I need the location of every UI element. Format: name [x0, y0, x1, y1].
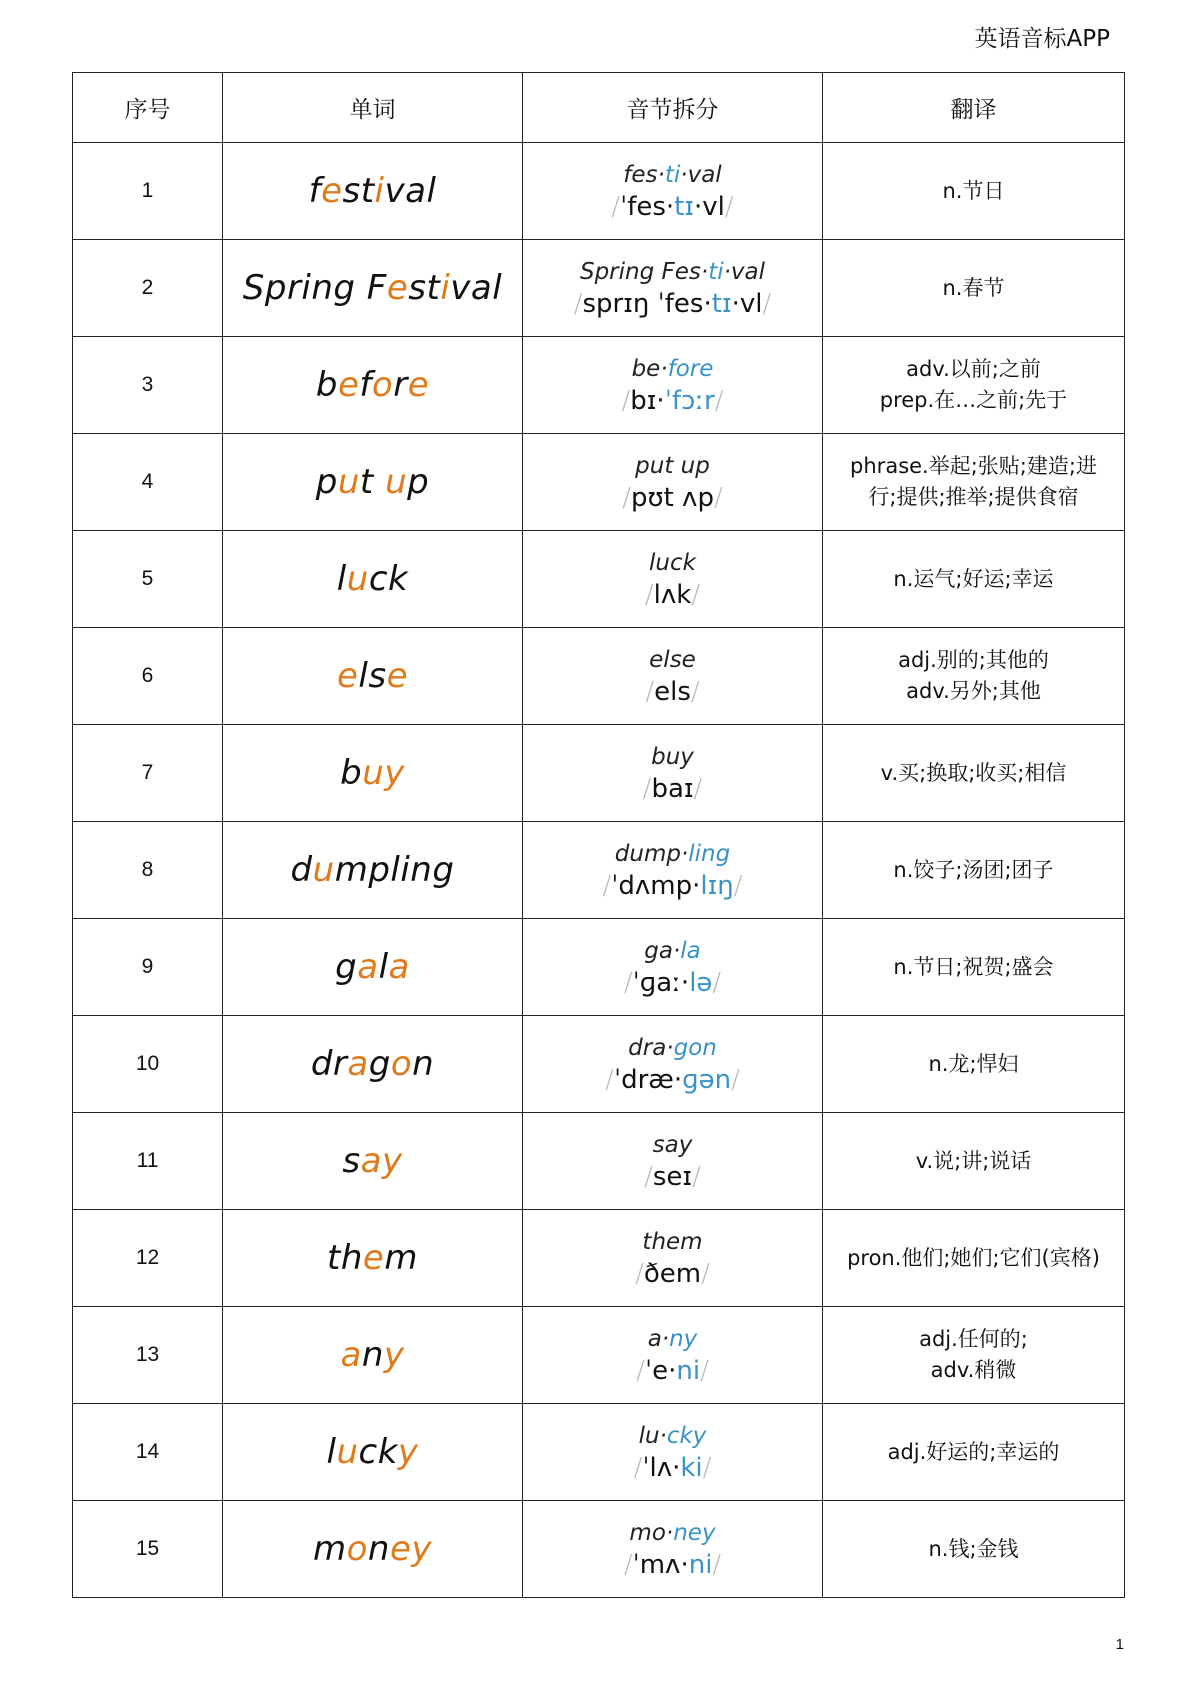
syllable-segment: val	[687, 161, 722, 188]
word-letters: mpling	[334, 850, 455, 890]
header-row	[73, 73, 1125, 143]
syllable-segment: ling	[688, 840, 731, 867]
translation-line: adj.别的;其他的	[898, 648, 1049, 672]
syllable-segment: be	[631, 355, 661, 382]
syllable-cell	[523, 628, 823, 725]
column-header-index: 序号	[73, 73, 223, 143]
row-index: 5	[73, 531, 223, 628]
syllable-cell	[523, 1307, 823, 1404]
phonetic-segment: ˈdʌmp	[611, 870, 693, 901]
translation-line: prep.在…之前;先于	[879, 388, 1068, 412]
word-highlight-letters: e	[362, 1238, 385, 1278]
word-highlight-letters: a	[340, 1335, 362, 1375]
word-letters: g	[368, 1044, 391, 1084]
phonetic-segment: ·	[703, 288, 712, 319]
word-highlight-letters: i	[374, 171, 385, 211]
table-row	[73, 1501, 1125, 1598]
word-highlight-letters: u	[346, 559, 369, 599]
syllable-cell	[523, 143, 823, 240]
word-letters: n	[367, 1529, 390, 1569]
row-index: 14	[73, 1404, 223, 1501]
table-row	[73, 1113, 1125, 1210]
syllable-segment: val	[730, 258, 766, 285]
word-highlight-letters: uy	[362, 753, 405, 793]
word-highlight-letters: y	[397, 1432, 419, 1472]
phonetic-segment: ·	[694, 191, 703, 222]
syllable-split	[523, 1033, 822, 1064]
phonetic-transcription	[523, 288, 822, 320]
translation-cell	[823, 143, 1125, 240]
syllable-cell	[523, 1210, 823, 1307]
word-highlight-letters: u	[312, 850, 335, 890]
syllable-segment: a	[647, 1325, 662, 1352]
phonetic-segment: els	[654, 676, 691, 707]
phonetic-segment: ðem	[643, 1258, 702, 1289]
translation-cell	[823, 337, 1125, 434]
slash-mark: /	[712, 967, 722, 998]
word-highlight-letters: a	[388, 947, 410, 987]
word-highlight-letters: e	[386, 268, 409, 308]
syllable-segment: mo	[629, 1519, 666, 1546]
word-letters: f	[308, 171, 322, 211]
slash-mark: /	[636, 1355, 645, 1386]
phonetic-segment: ˈe	[644, 1355, 669, 1386]
syllable-segment: ·	[659, 1422, 667, 1449]
word-letters: t	[359, 462, 386, 502]
word-letters: n	[412, 1044, 435, 1084]
column-header-syllables: 音节拆分	[523, 73, 823, 143]
slash-mark: /	[605, 1064, 614, 1095]
phonetic-transcription	[523, 1549, 822, 1581]
word-highlight-letters: ey	[389, 1529, 433, 1569]
phonetic-segment: lə	[689, 967, 713, 998]
phonetic-segment: ˈmʌ	[632, 1549, 681, 1580]
word-letters: th	[327, 1238, 363, 1278]
word-letters: val	[450, 268, 503, 308]
syllable-split	[523, 1130, 822, 1161]
syllable-split	[523, 354, 822, 385]
word-highlight-letters: e	[337, 365, 360, 405]
phonetic-segment: bɪ	[630, 385, 657, 416]
syllable-cell	[523, 919, 823, 1016]
syllable-cell	[523, 337, 823, 434]
word-cell	[223, 1501, 523, 1598]
word-letters: l	[326, 1432, 337, 1472]
translation-line: adv.稍微	[930, 1358, 1017, 1382]
phonetic-segment: sprɪŋ ˈfes	[582, 288, 704, 319]
phonetic-transcription	[523, 579, 822, 611]
slash-mark: /	[693, 773, 703, 804]
syllable-split	[523, 936, 822, 967]
word-letters: n	[361, 1335, 384, 1375]
slash-mark: /	[635, 1258, 644, 1289]
row-index: 7	[73, 725, 223, 822]
translation-line: phrase.举起;张贴;建造;进	[850, 454, 1097, 478]
slash-mark: /	[731, 1064, 740, 1095]
word-letters: p	[315, 462, 338, 502]
word-letters: f	[359, 365, 372, 405]
translation-cell	[823, 1016, 1125, 1113]
translation-line: n.龙;悍妇	[928, 1051, 1019, 1076]
syllable-split	[523, 839, 822, 870]
word-highlight-letters: a	[347, 1044, 369, 1084]
syllable-segment: luck	[649, 549, 696, 576]
syllable-segment: ny	[669, 1325, 698, 1352]
row-index: 6	[73, 628, 223, 725]
syllable-segment: ·	[700, 258, 709, 285]
slash-mark: /	[602, 870, 612, 901]
syllable-split	[523, 257, 822, 288]
slash-mark: /	[623, 1549, 633, 1580]
word-letters: m	[384, 1238, 418, 1278]
word-letters: ck	[358, 1432, 398, 1472]
translation-cell	[823, 919, 1125, 1016]
phonetic-segment: ˈlʌ	[642, 1452, 673, 1483]
word-letters: g	[335, 947, 358, 987]
phonetic-transcription	[523, 676, 822, 708]
word-cell	[223, 919, 523, 1016]
phonetic-segment: lʌk	[653, 579, 692, 610]
table-body	[73, 143, 1125, 1598]
phonetic-transcription	[523, 870, 822, 902]
phonetic-segment: ɡən	[682, 1064, 732, 1095]
phonetic-transcription	[523, 482, 822, 514]
brand-label: 英语音标APP	[974, 26, 1110, 52]
row-index: 11	[73, 1113, 223, 1210]
syllable-segment: cky	[666, 1422, 707, 1449]
word-highlight-letters: o	[371, 365, 394, 405]
table-row	[73, 628, 1125, 725]
word-letters: dr	[310, 1044, 348, 1084]
syllable-segment: dra	[628, 1034, 667, 1061]
translation-cell	[823, 531, 1125, 628]
row-index: 2	[73, 240, 223, 337]
phonetic-transcription	[523, 1258, 822, 1290]
syllable-segment: ·	[665, 1519, 674, 1546]
table-header	[73, 73, 1125, 143]
syllable-segment: say	[652, 1131, 693, 1158]
syllable-segment: ·	[660, 355, 668, 382]
syllable-segment: fore	[667, 355, 714, 382]
word-cell	[223, 1113, 523, 1210]
word-letters: val	[384, 171, 437, 211]
table-row	[73, 725, 1125, 822]
word-highlight-letters: e	[336, 656, 359, 696]
word-cell	[223, 143, 523, 240]
word-highlight-letters: ay	[360, 1141, 403, 1181]
slash-mark: /	[724, 191, 734, 222]
phonetic-segment: baɪ	[651, 773, 694, 804]
phonetic-segment: ·	[731, 288, 740, 319]
translation-line: adv.另外;其他	[906, 679, 1041, 703]
syllable-segment: else	[649, 646, 696, 673]
word-cell	[223, 1210, 523, 1307]
phonetic-segment: pʊt ʌp	[631, 482, 714, 513]
slash-mark: /	[714, 385, 724, 416]
phonetic-transcription	[523, 1355, 822, 1387]
slash-mark: /	[691, 579, 701, 610]
word-highlight-letters: o	[390, 1044, 413, 1084]
table-row	[73, 434, 1125, 531]
syllable-split	[523, 742, 822, 773]
row-index: 12	[73, 1210, 223, 1307]
phonetic-segment: ni	[688, 1549, 713, 1580]
table-row	[73, 531, 1125, 628]
phonetic-transcription	[523, 773, 822, 805]
phonetic-segment: ·	[673, 1064, 683, 1095]
syllable-cell	[523, 240, 823, 337]
syllable-split	[523, 1518, 822, 1549]
word-highlight-letters: u	[336, 1432, 359, 1472]
word-highlight-letters: u	[337, 462, 360, 502]
syllable-split	[523, 548, 822, 579]
syllable-segment: dump	[614, 840, 681, 867]
syllable-segment: lu	[638, 1422, 660, 1449]
row-index: 4	[73, 434, 223, 531]
phonetic-segment: ˈfes	[620, 191, 666, 222]
translation-line: n.节日	[942, 178, 1005, 203]
phonetic-segment: ki	[680, 1452, 703, 1483]
table-row	[73, 919, 1125, 1016]
slash-mark: /	[733, 870, 743, 901]
translation-line: n.运气;好运;幸运	[893, 566, 1054, 591]
syllable-split	[523, 1421, 822, 1452]
word-letters: s	[342, 1141, 361, 1181]
word-letters: m	[312, 1529, 347, 1569]
slash-mark: /	[642, 773, 652, 804]
phonetic-transcription	[523, 385, 822, 417]
slash-mark: /	[645, 676, 655, 707]
phonetic-segment: ·	[672, 1452, 681, 1483]
translation-cell	[823, 725, 1125, 822]
translation-line: v.说;讲;说话	[915, 1148, 1032, 1173]
phonetic-segment: ni	[676, 1355, 701, 1386]
translation-line: n.春节	[942, 275, 1005, 300]
vocabulary-table	[72, 72, 1125, 1598]
translation-line: n.节日;祝贺;盛会	[893, 954, 1054, 979]
word-cell	[223, 337, 523, 434]
syllable-cell	[523, 1404, 823, 1501]
slash-mark: /	[633, 1452, 643, 1483]
word-letters: st	[342, 171, 375, 211]
syllable-segment: ·	[666, 1034, 674, 1061]
word-letters: l	[378, 947, 389, 987]
slash-mark: /	[702, 1452, 712, 1483]
word-cell	[223, 822, 523, 919]
word-cell	[223, 628, 523, 725]
translation-line: adj.好运的;幸运的	[887, 1439, 1060, 1464]
word-cell	[223, 434, 523, 531]
syllable-cell	[523, 434, 823, 531]
phonetic-segment: ˈɡaː	[632, 967, 681, 998]
word-letters: b	[340, 753, 363, 793]
row-index: 8	[73, 822, 223, 919]
slash-mark: /	[762, 288, 772, 319]
slash-mark: /	[611, 191, 621, 222]
phonetic-transcription	[523, 1064, 822, 1096]
word-letters: Spring F	[242, 268, 387, 308]
syllable-segment: ·	[680, 840, 689, 867]
slash-mark: /	[644, 1161, 653, 1192]
syllable-split	[523, 1227, 822, 1258]
word-highlight-letters: o	[346, 1529, 368, 1569]
phonetic-segment: ˈdræ	[613, 1064, 674, 1095]
word-letters: r	[393, 365, 408, 405]
syllable-cell	[523, 725, 823, 822]
translation-cell	[823, 822, 1125, 919]
syllable-segment: them	[642, 1228, 703, 1255]
slash-mark: /	[644, 579, 654, 610]
phonetic-segment: tɪ	[674, 191, 695, 222]
slash-mark: /	[700, 1355, 709, 1386]
syllable-split	[523, 451, 822, 482]
word-highlight-letters: i	[440, 268, 451, 308]
syllable-cell	[523, 1501, 823, 1598]
translation-cell	[823, 434, 1125, 531]
translation-cell	[823, 1404, 1125, 1501]
word-cell	[223, 1016, 523, 1113]
syllable-segment: ti	[708, 258, 724, 285]
table-row	[73, 822, 1125, 919]
syllable-segment: ·	[672, 937, 681, 964]
translation-cell	[823, 1501, 1125, 1598]
syllable-segment: ti	[664, 161, 681, 188]
table-row	[73, 1404, 1125, 1501]
syllable-segment: ga	[644, 937, 673, 964]
syllable-segment: ·	[723, 258, 731, 285]
syllable-segment: fes	[623, 161, 658, 188]
table-row	[73, 1307, 1125, 1404]
syllable-split	[523, 1324, 822, 1355]
word-letters: b	[315, 365, 338, 405]
table-row	[73, 1210, 1125, 1307]
word-letters: d	[290, 850, 313, 890]
translation-line: pron.他们;她们;它们(宾格)	[847, 1245, 1100, 1270]
translation-cell	[823, 1113, 1125, 1210]
slash-mark: /	[701, 1258, 710, 1289]
translation-line: adj.任何的;	[919, 1327, 1028, 1351]
syllable-cell	[523, 1113, 823, 1210]
syllable-segment: ney	[673, 1519, 716, 1546]
word-highlight-letters: e	[321, 171, 343, 211]
phonetic-segment: lɪŋ	[700, 870, 734, 901]
syllable-segment: ·	[680, 161, 688, 188]
translation-cell	[823, 1210, 1125, 1307]
slash-mark: /	[690, 676, 700, 707]
table-row	[73, 1016, 1125, 1113]
translation-line: n.饺子;汤团;团子	[893, 857, 1054, 882]
word-highlight-letters: e	[407, 365, 430, 405]
phonetic-segment: ·	[680, 1549, 689, 1580]
phonetic-segment: vl	[702, 191, 725, 222]
phonetic-transcription	[523, 1161, 822, 1193]
translation-line: 行;提供;推举;提供食宿	[868, 485, 1079, 509]
word-highlight-letters: y	[383, 1335, 405, 1375]
syllable-cell	[523, 822, 823, 919]
syllable-segment: la	[680, 937, 701, 964]
word-highlight-letters: e	[386, 656, 408, 696]
syllable-segment: ·	[661, 1325, 670, 1352]
column-header-word: 单词	[223, 73, 523, 143]
phonetic-segment: seɪ	[652, 1161, 693, 1192]
word-cell	[223, 240, 523, 337]
slash-mark: /	[712, 1549, 722, 1580]
word-highlight-letters: a	[357, 947, 379, 987]
word-letters: l	[336, 559, 347, 599]
slash-mark: /	[622, 482, 632, 513]
phonetic-transcription	[523, 191, 822, 223]
slash-mark: /	[621, 385, 631, 416]
phonetic-transcription	[523, 1452, 822, 1484]
slash-mark: /	[623, 967, 633, 998]
slash-mark: /	[713, 482, 723, 513]
column-header-translation: 翻译	[823, 73, 1125, 143]
syllable-cell	[523, 531, 823, 628]
syllable-segment: gon	[673, 1034, 717, 1061]
translation-line: n.钱;金钱	[928, 1536, 1019, 1561]
word-cell	[223, 1404, 523, 1501]
phonetic-segment: ·	[680, 967, 690, 998]
syllable-segment: ·	[657, 161, 665, 188]
phonetic-segment: ·	[692, 870, 701, 901]
word-letters: p	[407, 462, 430, 502]
syllable-cell	[523, 1016, 823, 1113]
translation-line: adv.以前;之前	[906, 357, 1041, 381]
word-letters: st	[408, 268, 441, 308]
translation-cell	[823, 628, 1125, 725]
word-highlight-letters: u	[385, 462, 408, 502]
word-letters: ls	[358, 656, 387, 696]
word-cell	[223, 531, 523, 628]
word-letters: ck	[368, 559, 409, 599]
row-index: 1	[73, 143, 223, 240]
table-row	[73, 143, 1125, 240]
row-index: 13	[73, 1307, 223, 1404]
table-row	[73, 337, 1125, 434]
table-row	[73, 240, 1125, 337]
phonetic-segment: ˈfɔːr	[664, 385, 715, 416]
phonetic-transcription	[523, 967, 822, 999]
phonetic-segment: ·	[665, 191, 675, 222]
syllable-segment: buy	[651, 743, 694, 770]
row-index: 3	[73, 337, 223, 434]
syllable-split	[523, 645, 822, 676]
page-number: 1	[1115, 1636, 1124, 1653]
word-cell	[223, 725, 523, 822]
phonetic-segment: tɪ	[711, 288, 732, 319]
word-cell	[223, 1307, 523, 1404]
translation-line: v.买;换取;收买;相信	[880, 760, 1067, 785]
translation-cell	[823, 1307, 1125, 1404]
row-index: 15	[73, 1501, 223, 1598]
phonetic-segment: ·	[656, 385, 665, 416]
translation-cell	[823, 240, 1125, 337]
syllable-segment: put up	[635, 452, 710, 479]
row-index: 9	[73, 919, 223, 1016]
phonetic-segment: vl	[739, 288, 763, 319]
row-index: 10	[73, 1016, 223, 1113]
syllable-segment: Spring Fes	[579, 258, 701, 285]
slash-mark: /	[692, 1161, 701, 1192]
phonetic-segment: ·	[668, 1355, 677, 1386]
slash-mark: /	[573, 288, 583, 319]
syllable-split	[523, 160, 822, 191]
